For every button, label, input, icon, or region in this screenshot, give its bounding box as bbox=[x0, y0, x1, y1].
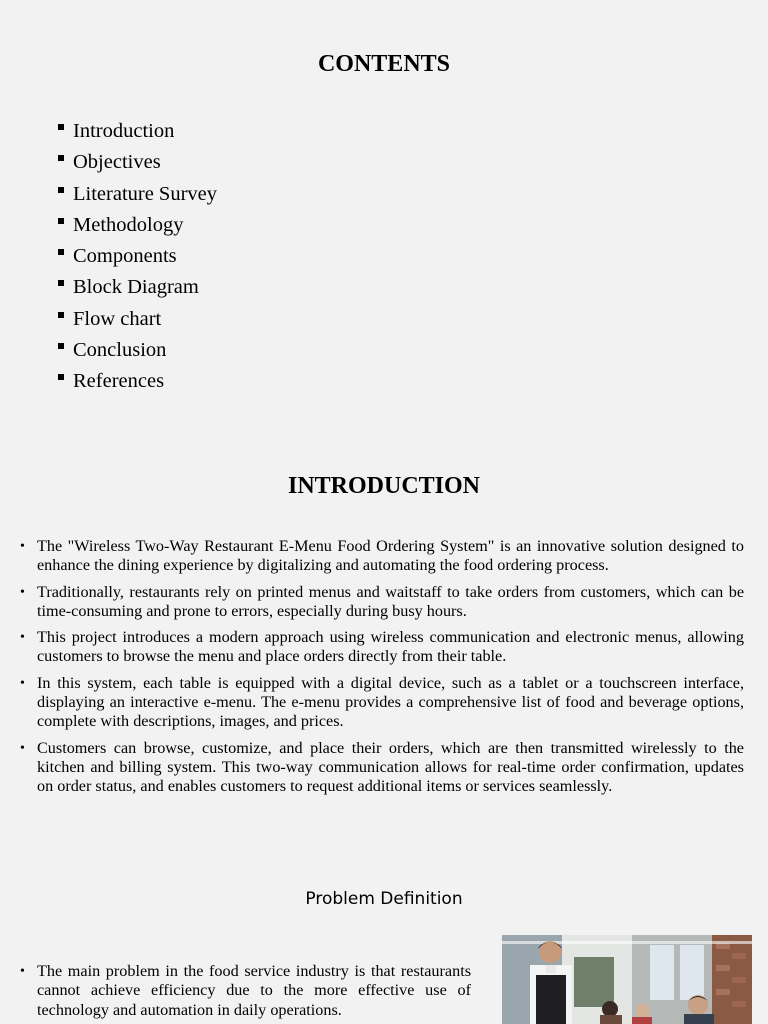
square-bullet-icon bbox=[58, 343, 64, 349]
introduction-point bbox=[20, 739, 744, 797]
introduction-point-text: The "Wireless Two-Way Restaurant E-Menu Food Ordering System" is an innovative solution designed to enhance the dining experience by digitalizing and automating the food ordering process. bbox=[37, 537, 744, 575]
problem-point bbox=[20, 962, 471, 1020]
contents-item-label: Conclusion bbox=[73, 339, 167, 362]
contents-item bbox=[58, 304, 217, 335]
contents-item-label: Objectives bbox=[73, 151, 161, 174]
contents-item-label: Block Diagram bbox=[73, 276, 199, 299]
square-bullet-icon bbox=[58, 312, 64, 318]
square-bullet-icon bbox=[58, 218, 64, 224]
contents-item bbox=[58, 241, 217, 272]
contents-item bbox=[58, 335, 217, 366]
introduction-title: INTRODUCTION bbox=[287, 473, 481, 499]
square-bullet-icon bbox=[58, 374, 64, 380]
contents-item-label: References bbox=[73, 370, 165, 393]
contents-item-label: Literature Survey bbox=[73, 182, 218, 205]
contents-item-label: Introduction bbox=[73, 120, 175, 142]
introduction-point bbox=[20, 674, 744, 732]
problem-point-text: The main problem in the food service industry is that restaurants cannot achieve efficiency due to the more effective use of technology and automation in daily operations. bbox=[37, 962, 471, 1019]
square-bullet-icon bbox=[58, 155, 64, 161]
contents-item bbox=[58, 179, 217, 210]
introduction-point-text: In this system, each table is equipped with a digital device, such as a tablet or a touchscreen interface, displaying an interactive e-menu. The e-menu provides a comprehensive list of food and beverage options, complete with descriptions, images, and prices. bbox=[37, 673, 744, 731]
introduction-point bbox=[20, 628, 744, 667]
contents-item-label: Components bbox=[73, 245, 177, 268]
contents-item-label: Methodology bbox=[73, 213, 184, 236]
contents-item bbox=[58, 366, 217, 397]
bullet-icon: • bbox=[20, 964, 25, 979]
square-bullet-icon bbox=[58, 124, 64, 130]
contents-item bbox=[58, 210, 217, 241]
introduction-point-text: This project introduces a modern approach using wireless communication and electronic menus, allowing customers to browse the menu and place orders directly from their table. bbox=[37, 628, 744, 666]
contents-item-label: Flow chart bbox=[73, 307, 162, 330]
contents-title: CONTENTS bbox=[317, 51, 451, 77]
restaurant-photo bbox=[502, 935, 752, 1024]
bullet-icon: • bbox=[20, 584, 25, 600]
problem-definition-title: Problem Definition bbox=[305, 889, 463, 909]
introduction-point-text: Customers can browse, customize, and place their orders, which are then transmitted wirelessly to the kitchen and billing system. This two-way communication allows for real-time order confirmation, updates on order status, and enables customers to request additional items or services seamlessly. bbox=[37, 738, 744, 796]
bullet-icon: • bbox=[20, 539, 25, 554]
bullet-icon: • bbox=[20, 740, 25, 756]
contents-item bbox=[58, 116, 217, 147]
introduction-list bbox=[20, 537, 744, 804]
introduction-point bbox=[20, 537, 744, 576]
contents-item bbox=[58, 272, 217, 303]
introduction-point bbox=[20, 583, 744, 622]
contents-list bbox=[58, 116, 217, 398]
square-bullet-icon bbox=[58, 249, 64, 255]
restaurant-photo-image bbox=[502, 935, 752, 1024]
contents-item bbox=[58, 147, 217, 178]
bullet-icon: • bbox=[20, 675, 25, 691]
square-bullet-icon bbox=[58, 187, 64, 193]
bullet-icon: • bbox=[20, 630, 25, 646]
square-bullet-icon bbox=[58, 280, 64, 286]
problem-list bbox=[20, 962, 471, 1020]
introduction-point-text: Traditionally, restaurants rely on printed menus and waitstaff to take orders from customers, which can be time-consuming and prone to errors, especially during busy hours. bbox=[37, 582, 744, 620]
